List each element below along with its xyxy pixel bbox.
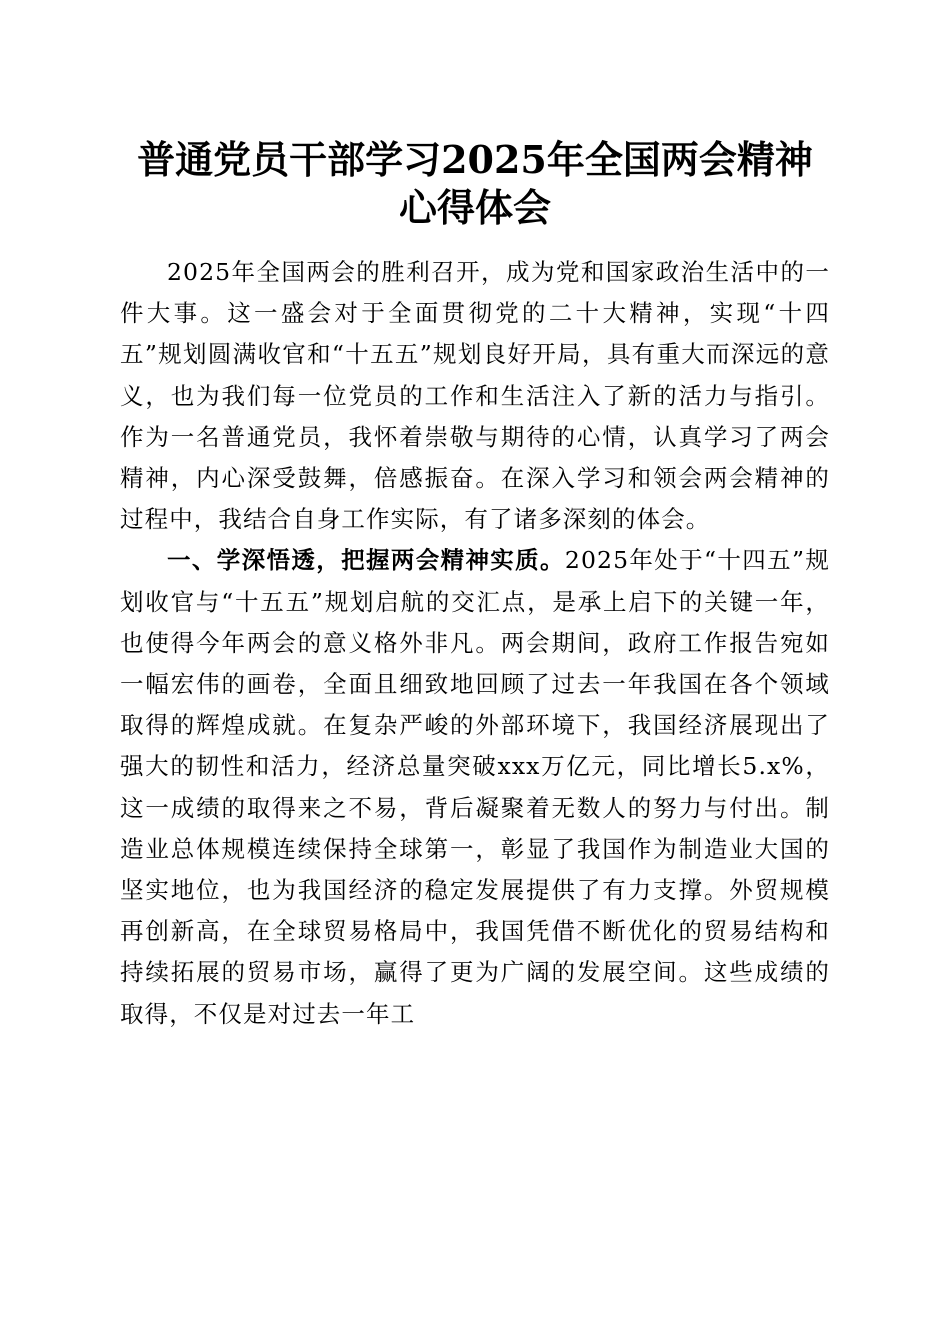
document-title: 普通党员干部学习2025年全国两会精神心得体会: [137, 137, 813, 230]
section-one-text: 2025年处于“十四五”规划收官与“十五五”规划启航的交汇点，是承上启下的关键一年，也使得今年两会的意义格外非凡。两会期间，政府工作报告宛如一幅宏伟的画卷，全面且细致地回顾了过去一年我国在各个领域取得的辉煌成就。在复杂严峻的外部环境下，我国经济展现出了强大的韧性和活力，经济总量突破xxx万亿元，同比增长5.x%，这一成绩的取得来之不易，背后凝聚着无数人的努力与付出。制造业总体规模连续保持全球第一，彰显了我国作为制造业大国的坚实地位，也为我国经济的稳定发展提供了有力支撑。外贸规模再创新高，在全球贸易格局中，我国凭借不断优化的贸易结构和持续拓展的贸易市场，赢得了更为广阔的发展空间。这些成绩的取得，不仅是对过去一年工: [120, 546, 830, 1028]
intro-paragraph: [120, 252, 830, 540]
document-body: [120, 252, 830, 1035]
section-one-paragraph: [120, 540, 830, 1034]
section-one-heading: 一、学深悟透，把握两会精神实质。: [167, 546, 565, 575]
intro-paragraph-text: 2025年全国两会的胜利召开，成为党和国家政治生活中的一件大事。这一盛会对于全面贯彻党的二十大精神，实现“十四五”规划圆满收官和“十五五”规划良好开局，具有重大而深远的意义，也为我们每一位党员的工作和生活注入了新的活力与指引。作为一名普通党员，我怀着崇敬与期待的心情，认真学习了两会精神，内心深受鼓舞，倍感振奋。在深入学习和领会两会精神的过程中，我结合自身工作实际，有了诸多深刻的体会。: [120, 258, 830, 534]
